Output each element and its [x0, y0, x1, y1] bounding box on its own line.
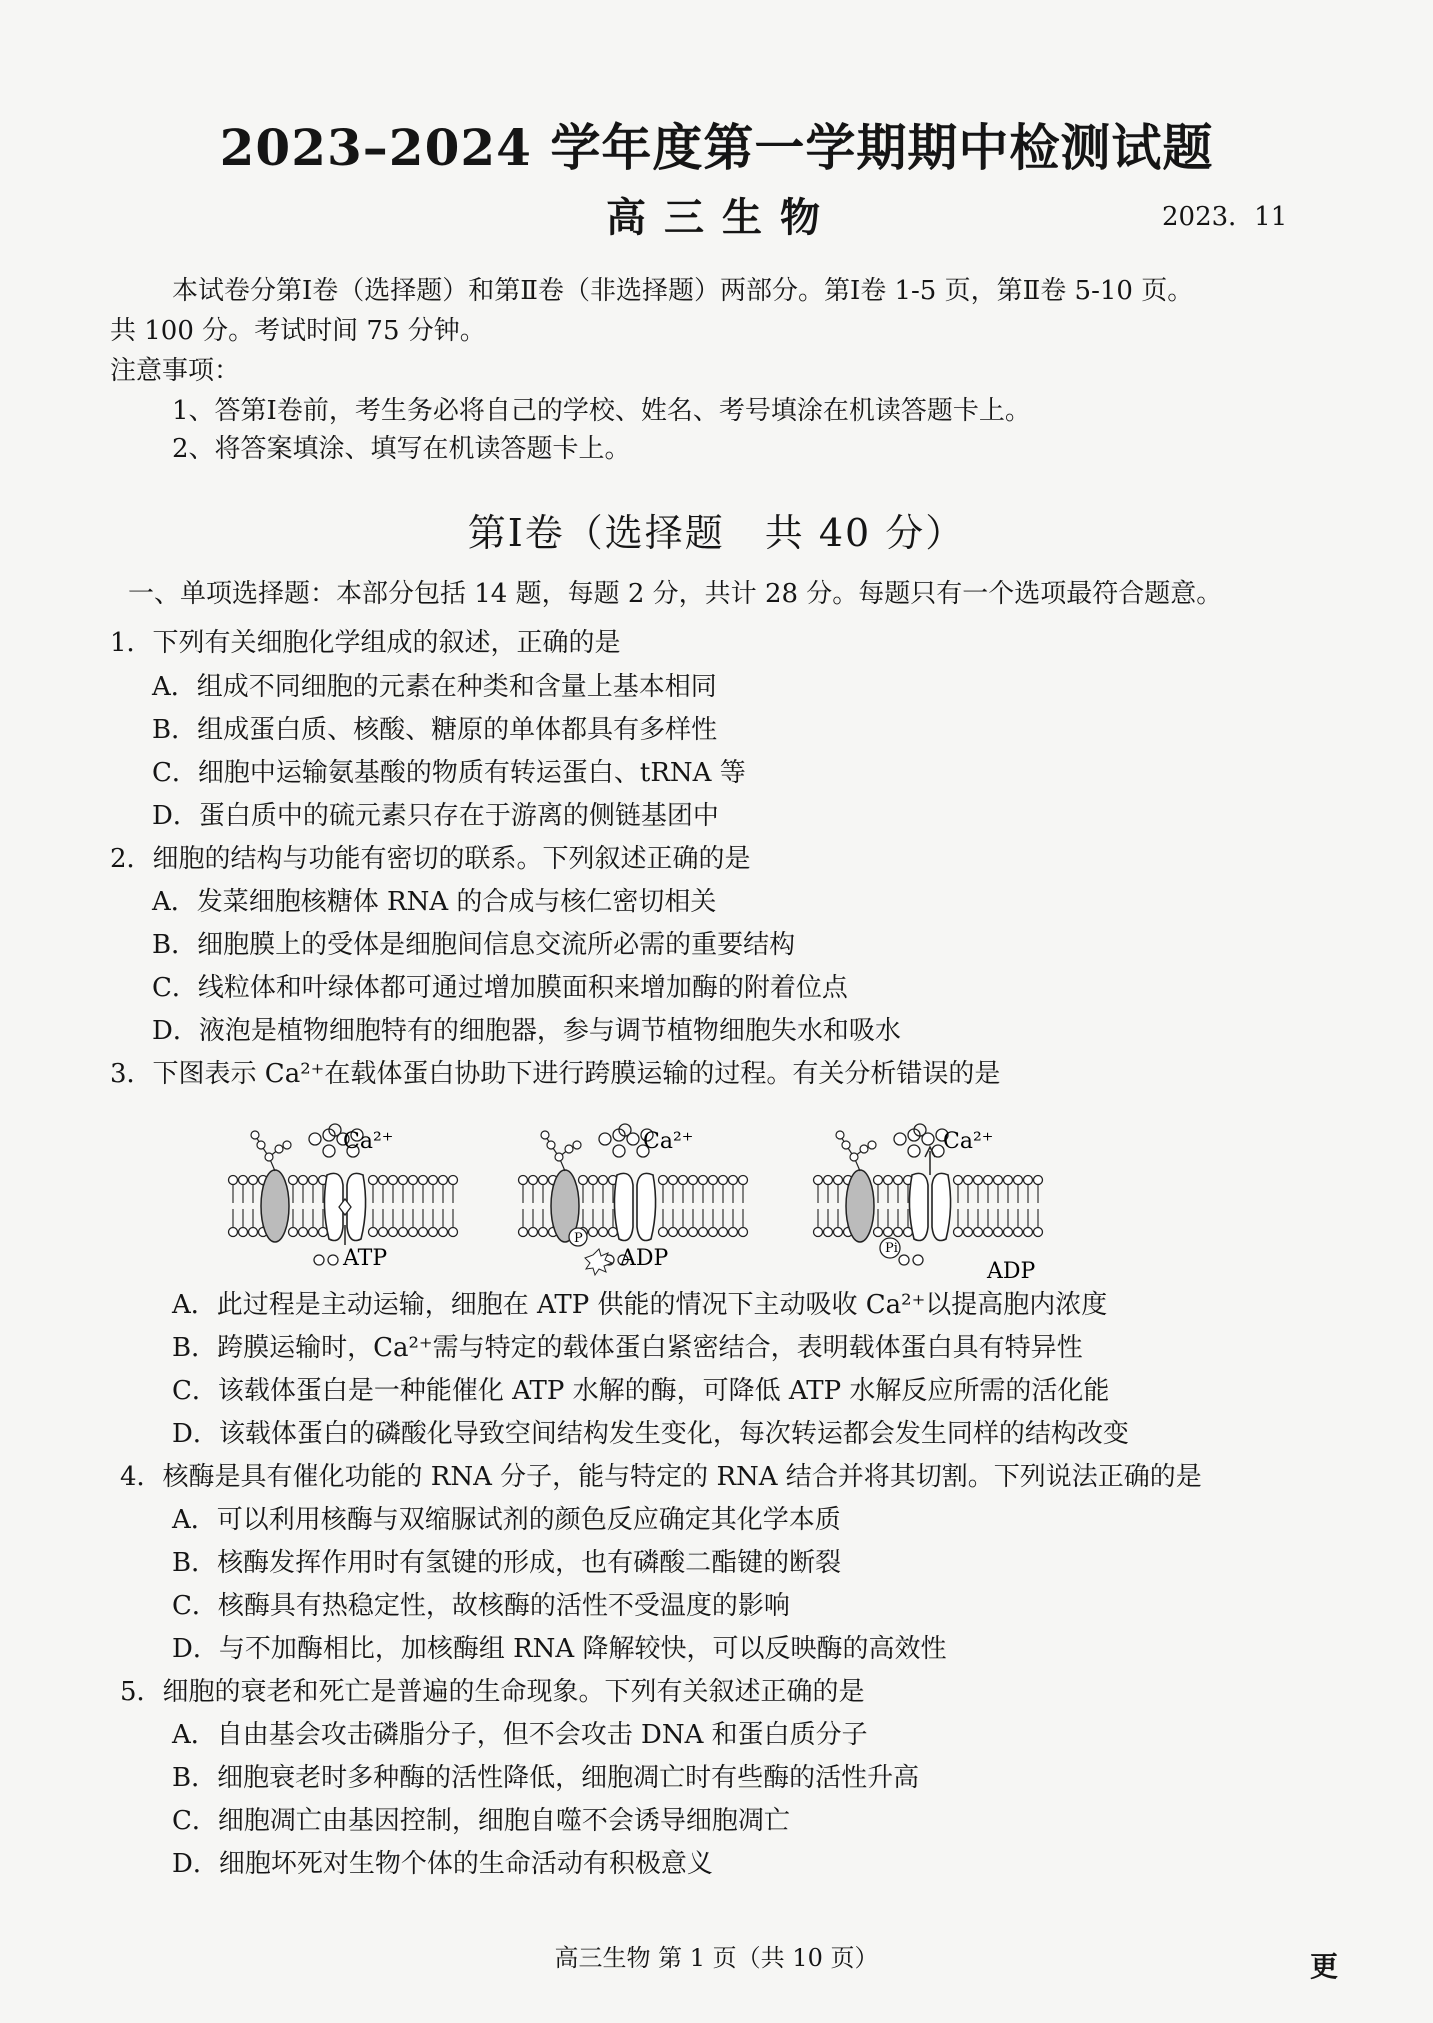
carrier-protein-left-3 [909, 1173, 928, 1240]
sugar-unit [850, 1153, 858, 1161]
lipid-head [824, 1176, 833, 1185]
lipid-head [669, 1228, 678, 1237]
membrane-protein-3 [846, 1170, 874, 1242]
question-3-option-b: B．跨膜运输时，Ca²⁺需与特定的载体蛋白紧密结合，表明载体蛋白具有特异性 [172, 1333, 1083, 1363]
lipid-head [729, 1228, 738, 1237]
sugar-unit [265, 1153, 273, 1161]
exam-date: 2023．11 [1162, 202, 1288, 232]
question-5-stem: 5．细胞的衰老和死亡是普遍的生命现象。下列有关叙述正确的是 [120, 1677, 865, 1707]
lipid-head [709, 1228, 718, 1237]
lipid-head [529, 1228, 538, 1237]
exam-title: 2023–2024 学年度第一学期期中检测试题 [219, 118, 1214, 177]
sugar-unit [257, 1141, 265, 1149]
lipid-head [984, 1228, 993, 1237]
question-4-option-c: C．核酶具有热稳定性，故核酶的活性不受温度的影响 [172, 1591, 790, 1621]
section-instruction: 一、单项选择题：本部分包括 14 题，每题 2 分，共计 28 分。每题只有一个选项最符合题意。 [128, 579, 1223, 609]
sugar-unit [541, 1131, 549, 1139]
page-footer: 高三生物 第 1 页（共 10 页） [554, 1944, 879, 1972]
lipid-head [249, 1228, 258, 1237]
lipid-head [409, 1228, 418, 1237]
lipid-head [449, 1176, 458, 1185]
lipid-head [984, 1176, 993, 1185]
panel-3-adp-label: ADP [987, 1259, 1036, 1284]
lipid-head [309, 1228, 318, 1237]
notice-item-2: 2、将答案填涂、填写在机读答题卡上。 [172, 434, 631, 464]
lipid-head [389, 1228, 398, 1237]
calcium-ion [908, 1145, 920, 1157]
calcium-ion [913, 1255, 923, 1265]
lipid-head [659, 1228, 668, 1237]
panel-1-ion-label: Ca²⁺ [343, 1129, 394, 1154]
lipid-head [1034, 1228, 1043, 1237]
lipid-head [659, 1176, 668, 1185]
lipid-head [994, 1228, 1003, 1237]
question-2-stem: 2．细胞的结构与功能有密切的联系。下列叙述正确的是 [110, 844, 751, 874]
sugar-unit [565, 1145, 573, 1153]
lipid-head [229, 1228, 238, 1237]
lipid-head [439, 1176, 448, 1185]
calcium-ion [314, 1255, 324, 1265]
lipid-head [1024, 1228, 1033, 1237]
lipid-head [689, 1228, 698, 1237]
lipid-head [834, 1176, 843, 1185]
lipid-head [369, 1228, 378, 1237]
calcium-ion [899, 1255, 909, 1265]
lipid-head [299, 1176, 308, 1185]
corner-mark: 更 [1310, 1950, 1339, 1983]
lipid-head [539, 1176, 548, 1185]
lipid-head [239, 1176, 248, 1185]
lipid-head [894, 1176, 903, 1185]
carrier-protein-right-3 [932, 1173, 951, 1240]
panel-2-adp-label: ADP [620, 1246, 669, 1271]
question-2-option-a: A．发菜细胞核糖体 RNA 的合成与核仁密切相关 [152, 887, 717, 917]
lipid-head [429, 1228, 438, 1237]
membrane-protein-1 [261, 1170, 289, 1242]
lipid-head [719, 1176, 728, 1185]
lipid-head [529, 1176, 538, 1185]
lipid-head [1014, 1228, 1023, 1237]
lipid-head [439, 1228, 448, 1237]
lipid-head [1034, 1176, 1043, 1185]
sugar-unit [547, 1141, 555, 1149]
question-2-option-c: C．线粒体和叶绿体都可通过增加膜面积来增加酶的附着位点 [152, 973, 848, 1003]
lipid-head [669, 1176, 678, 1185]
lipid-head [679, 1176, 688, 1185]
sugar-unit [842, 1141, 850, 1149]
question-1-option-b: B．组成蛋白质、核酸、糖原的单体都具有多样性 [152, 715, 718, 745]
lipid-head [884, 1228, 893, 1237]
calcium-ion [328, 1255, 338, 1265]
lipid-head [954, 1176, 963, 1185]
question-4-option-d: D．与不加酶相比，加核酶组 RNA 降解较快，可以反映酶的高效性 [172, 1634, 947, 1664]
lipid-head [539, 1228, 548, 1237]
panel-3-pi-label: Pi [885, 1241, 898, 1256]
lipid-head [389, 1176, 398, 1185]
lipid-head [699, 1176, 708, 1185]
calcium-ion [613, 1145, 625, 1157]
lipid-head [289, 1176, 298, 1185]
lipid-head [814, 1176, 823, 1185]
question-1-option-c: C．细胞中运输氨基酸的物质有转运蛋白、tRNA 等 [152, 758, 746, 788]
question-5-option-c: C．细胞凋亡由基因控制，细胞自噬不会诱导细胞凋亡 [172, 1806, 790, 1836]
lipid-head [309, 1176, 318, 1185]
question-1-option-a: A．组成不同细胞的元素在种类和含量上基本相同 [152, 672, 717, 702]
lipid-head [824, 1228, 833, 1237]
calcium-ion [323, 1145, 335, 1157]
lipid-head [369, 1176, 378, 1185]
section-title: 第Ⅰ卷（选择题 共 40 分） [467, 511, 966, 555]
panel-3-ion-label: Ca²⁺ [943, 1129, 994, 1154]
question-5-option-b: B．细胞衰老时多种酶的活性降低，细胞凋亡时有些酶的活性升高 [172, 1763, 920, 1793]
sugar-unit [283, 1141, 291, 1149]
lipid-head [894, 1228, 903, 1237]
question-4-stem: 4．核酶是具有催化功能的 RNA 分子，能与特定的 RNA 结合并将其切割。下列说法正确的是 [120, 1462, 1202, 1492]
question-3-option-a: A．此过程是主动运输，细胞在 ATP 供能的情况下主动吸收 Ca²⁺以提高胞内浓度 [172, 1290, 1108, 1320]
question-2-option-b: B．细胞膜上的受体是细胞间信息交流所必需的重要结构 [152, 930, 796, 960]
question-4-option-a: A．可以利用核酶与双缩脲试剂的颜色反应确定其化学本质 [172, 1505, 841, 1535]
lipid-head [239, 1228, 248, 1237]
notice-item-1: 1、答第Ⅰ卷前，考生务必将自己的学校、姓名、考号填涂在机读答题卡上。 [172, 396, 1031, 426]
calcium-ion [894, 1133, 906, 1145]
lipid-head [449, 1228, 458, 1237]
sugar-unit [555, 1153, 563, 1161]
lipid-head [954, 1228, 963, 1237]
sugar-unit [868, 1141, 876, 1149]
lipid-head [429, 1176, 438, 1185]
sugar-unit [836, 1131, 844, 1139]
intro-line-2: 共 100 分。考试时间 75 分钟。 [110, 316, 486, 346]
question-1-option-d: D．蛋白质中的硫元素只存在于游离的侧链基团中 [152, 801, 719, 831]
sugar-unit [860, 1145, 868, 1153]
question-3-stem: 3．下图表示 Ca²⁺在载体蛋白协助下进行跨膜运输的过程。有关分析错误的是 [110, 1059, 1001, 1089]
subject-title: 高三生物 [606, 194, 838, 241]
lipid-head [739, 1228, 748, 1237]
lipid-head [409, 1176, 418, 1185]
lipid-head [1004, 1176, 1013, 1185]
lipid-head [419, 1176, 428, 1185]
sugar-unit [251, 1131, 259, 1139]
lipid-head [379, 1228, 388, 1237]
sugar-unit [573, 1141, 581, 1149]
panel-1-atp-label: ATP [343, 1246, 388, 1271]
lipid-head [974, 1228, 983, 1237]
lipid-head [709, 1176, 718, 1185]
carrier-protein-right-2 [637, 1173, 656, 1240]
lipid-head [834, 1228, 843, 1237]
calcium-ion [599, 1133, 611, 1145]
panel-2-phosphate-label: P [574, 1231, 583, 1246]
lipid-head [399, 1176, 408, 1185]
question-5-option-d: D．细胞坏死对生物个体的生命活动有积极意义 [172, 1849, 713, 1879]
lipid-head [229, 1176, 238, 1185]
lipid-head [689, 1176, 698, 1185]
lipid-head [964, 1176, 973, 1185]
panel-2-ion-label: Ca²⁺ [643, 1129, 694, 1154]
calcium-ion [309, 1133, 321, 1145]
lipid-head [974, 1176, 983, 1185]
question-1-stem: 1．下列有关细胞化学组成的叙述，正确的是 [110, 628, 621, 658]
question-4-option-b: B．核酶发挥作用时有氢键的形成，也有磷酸二酯键的断裂 [172, 1548, 842, 1578]
carrier-protein-left-2 [614, 1173, 633, 1240]
lipid-head [249, 1176, 258, 1185]
energy-burst [585, 1249, 612, 1275]
question-3-option-d: D．该载体蛋白的磷酸化导致空间结构发生变化，每次转运都会发生同样的结构改变 [172, 1419, 1129, 1449]
lipid-head [994, 1176, 1003, 1185]
sugar-unit [275, 1145, 283, 1153]
lipid-head [1004, 1228, 1013, 1237]
membrane-transport-figure [225, 1115, 1125, 1285]
lipid-head [519, 1176, 528, 1185]
lipid-head [599, 1228, 608, 1237]
lipid-head [814, 1228, 823, 1237]
lipid-head [874, 1228, 883, 1237]
lipid-head [519, 1228, 528, 1237]
lipid-head [599, 1176, 608, 1185]
lipid-head [589, 1176, 598, 1185]
notice-label: 注意事项： [110, 356, 241, 386]
lipid-head [679, 1228, 688, 1237]
lipid-head [739, 1176, 748, 1185]
intro-line-1: 本试卷分第Ⅰ卷（选择题）和第Ⅱ卷（非选择题）两部分。第Ⅰ卷 1-5 页，第Ⅱ卷 5-10 页。 [172, 276, 1194, 306]
lipid-head [1024, 1176, 1033, 1185]
lipid-head [729, 1176, 738, 1185]
lipid-head [579, 1176, 588, 1185]
question-3-option-c: C．该载体蛋白是一种能催化 ATP 水解的酶，可降低 ATP 水解反应所需的活化能 [172, 1376, 1110, 1406]
lipid-head [299, 1228, 308, 1237]
lipid-head [589, 1228, 598, 1237]
lipid-head [379, 1176, 388, 1185]
lipid-head [884, 1176, 893, 1185]
lipid-head [699, 1228, 708, 1237]
lipid-head [964, 1228, 973, 1237]
lipid-head [289, 1228, 298, 1237]
question-2-option-d: D．液泡是植物细胞特有的细胞器，参与调节植物细胞失水和吸水 [152, 1016, 901, 1046]
lipid-head [1014, 1176, 1023, 1185]
lipid-head [874, 1176, 883, 1185]
lipid-head [719, 1228, 728, 1237]
question-5-option-a: A．自由基会攻击磷脂分子，但不会攻击 DNA 和蛋白质分子 [172, 1720, 868, 1750]
lipid-head [399, 1228, 408, 1237]
lipid-head [419, 1228, 428, 1237]
